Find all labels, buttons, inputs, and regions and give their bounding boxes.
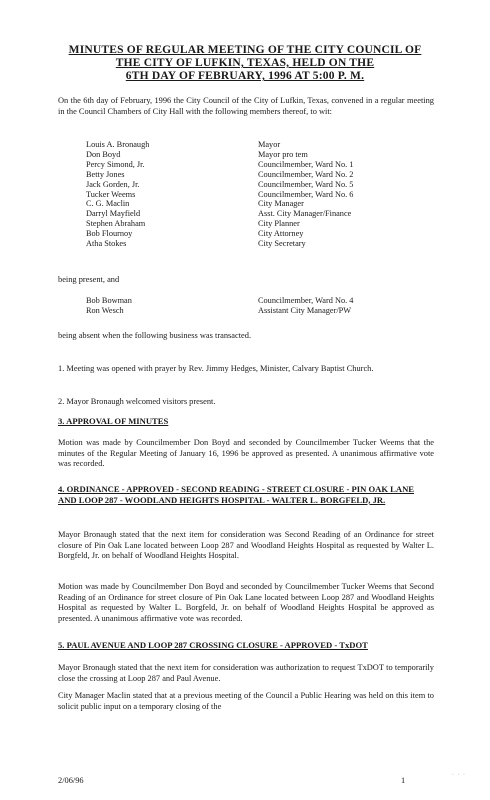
present-member-role: Asst. City Manager/Finance <box>258 209 352 219</box>
item-4-heading: 4. ORDINANCE - APPROVED - SECOND READING - STREET CLOSURE - PIN OAK LANE AND LOOP 287 - WOODLAND HEIGHTS HOSPITAL - WALTER L. BORGFELD, JR. <box>58 484 415 505</box>
absent-members-list <box>86 296 386 316</box>
present-member-name: C. G. Maclin <box>86 199 130 209</box>
present-member-role: Councilmember, Ward No. 2 <box>258 169 354 179</box>
item-3-text: Motion was made by Councilmember Don Boyd and seconded by Councilmember Tucker Weems that the minutes of the Regular Meeting of January 16, 1996 be approved as presented. A unanimous affirmative vote was recorded. <box>58 438 434 469</box>
present-member-row <box>86 140 386 150</box>
present-member-row <box>86 199 386 209</box>
being-absent-text: being absent when the following business was transacted. <box>58 331 252 340</box>
item-4-paragraph-1: Mayor Bronaugh stated that the next item for consideration was Second Reading of an Ordinance for street closure of Pin Oak Lane located between Loop 287 and Woodland Heights Hospital as requested by Walter L. Borgfeld, Jr. on behalf of Woodland Heights Hospital. <box>58 530 434 561</box>
absent-member-role: Assistant City Manager/PW <box>258 305 352 315</box>
present-member-name: Jack Gorden, Jr. <box>86 179 140 189</box>
present-member-name: Percy Simond, Jr. <box>86 159 145 169</box>
present-member-role: Councilmember, Ward No. 6 <box>258 189 354 199</box>
present-member-name: Bob Flournoy <box>86 229 133 239</box>
present-member-row <box>86 160 386 170</box>
absent-member-row <box>86 306 386 316</box>
present-member-name: Tucker Weems <box>86 189 136 199</box>
present-member-role: City Planner <box>258 219 300 229</box>
present-member-row <box>86 170 386 180</box>
item-5-paragraph-1: Mayor Bronaugh stated that the next item for consideration was authorization to request TxDOT to temporarily close the crossing at Loop 287 and Paul Avenue. <box>58 663 434 683</box>
minutes-title-line-1: MINUTES OF REGULAR MEETING OF THE CITY COUNCIL OF <box>68 44 422 56</box>
present-member-role: City Attorney <box>258 229 304 239</box>
present-member-name: Louis A. Bronaugh <box>86 140 150 149</box>
absent-member-role: Councilmember, Ward No. 4 <box>258 296 354 305</box>
present-member-name: Betty Jones <box>86 169 125 179</box>
minutes-title-line-3: 6TH DAY OF FEBRUARY, 1996 AT 5:00 P. M. <box>125 70 365 82</box>
present-member-role: City Secretary <box>258 239 306 249</box>
minutes-title-line-2: THE CITY OF LUFKIN, TEXAS, HELD ON THE <box>115 57 375 69</box>
item-2-welcome: 2. Mayor Bronaugh welcomed visitors present. <box>58 397 216 406</box>
present-member-row <box>86 219 386 229</box>
present-member-row <box>86 239 386 249</box>
present-member-row <box>86 190 386 200</box>
intro-paragraph: On the 6th day of February, 1996 the City Council of the City of Lufkin, Texas, convened in a regular meeting in the Council Chambers of City Hall with the following members thereof, to wit: <box>58 96 434 116</box>
present-member-row <box>86 150 386 160</box>
absent-member-name: Ron Wesch <box>86 305 124 315</box>
absent-member-name: Bob Bowman <box>86 296 132 305</box>
present-member-name: Atha Stokes <box>86 239 127 249</box>
item-4-paragraph-2: Motion was made by Councilmember Don Boyd and seconded by Councilmember Tucker Weems that Second Reading of an Ordinance for street closure of Pin Oak Lane located between Loop 287 and Woodland Heights Hospital as requested by Walter L. Borgfeld, Jr. on behalf of Woodland Heights Hospital be approved as presented. A unanimous affirmative vote was recorded. <box>58 582 434 623</box>
present-member-name: Darryl Mayfield <box>86 209 141 219</box>
footer-date: 2/06/96 <box>58 776 84 785</box>
item-3-heading: 3. APPROVAL OF MINUTES <box>58 416 169 426</box>
item-1-prayer: 1. Meeting was opened with prayer by Rev. Jimmy Hedges, Minister, Calvary Baptist Church. <box>58 364 374 373</box>
page-number: 1 <box>401 776 406 785</box>
present-member-row <box>86 209 386 219</box>
present-member-role: City Manager <box>258 199 304 209</box>
present-member-role: Councilmember, Ward No. 1 <box>258 159 354 169</box>
item-5-heading: 5. PAUL AVENUE AND LOOP 287 CROSSING CLOSURE - APPROVED - TxDOT <box>58 640 368 650</box>
present-member-role: Mayor <box>258 140 281 149</box>
present-members-list <box>86 140 386 249</box>
present-member-name: Stephen Abraham <box>86 219 146 229</box>
present-member-name: Don Boyd <box>86 149 121 159</box>
corner-dots: · · · <box>452 772 466 778</box>
item-5-paragraph-2: City Manager Maclin stated that at a previous meeting of the Council a Public Hearing was held on this item to solicit public input on a temporary closing of the <box>58 691 434 711</box>
being-present-text: being present, and <box>58 275 120 284</box>
present-member-role: Mayor pro tem <box>258 149 308 159</box>
absent-member-row <box>86 296 386 306</box>
present-member-row <box>86 229 386 239</box>
present-member-role: Councilmember, Ward No. 5 <box>258 179 354 189</box>
present-member-row <box>86 180 386 190</box>
